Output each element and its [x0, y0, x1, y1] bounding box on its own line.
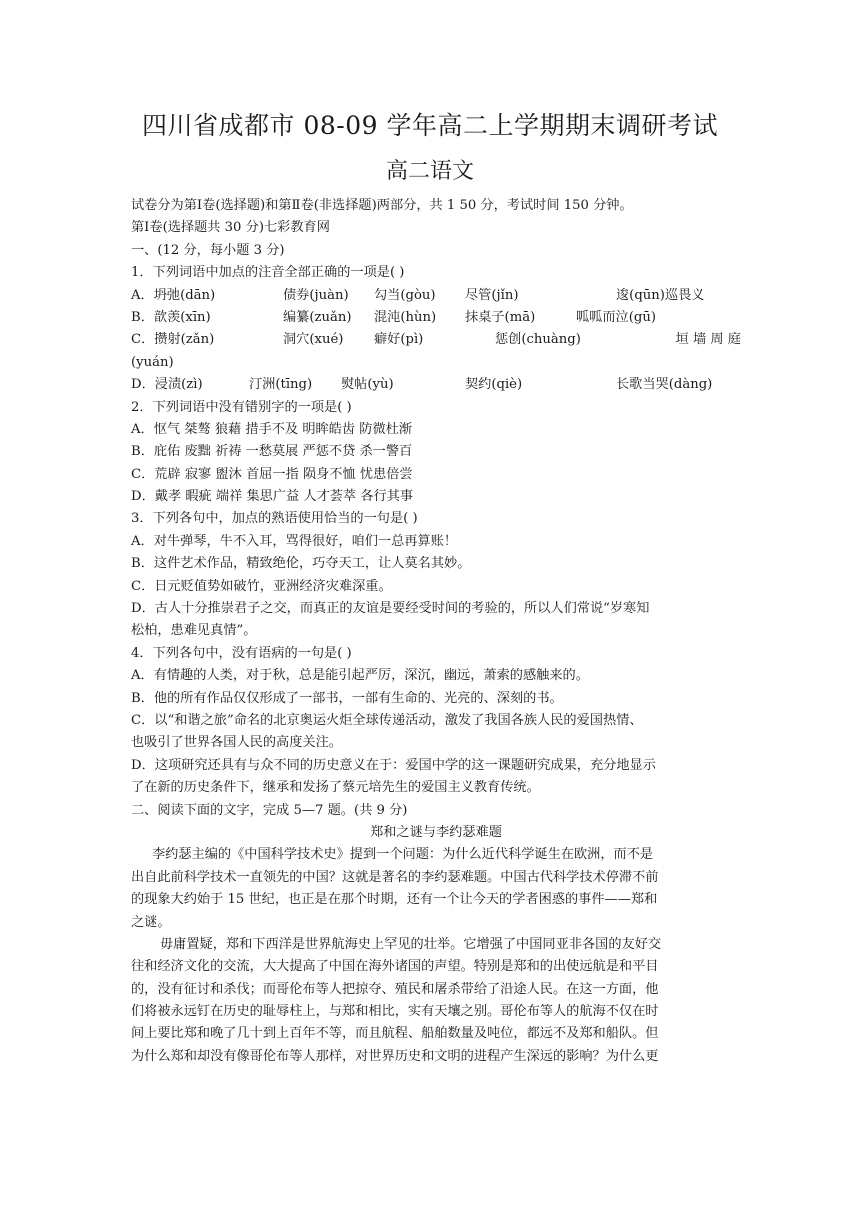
q1-a-5: 逡(qūn)巡畏义 — [616, 287, 705, 303]
q1-option-c-cont: (yuán) — [131, 354, 174, 370]
q1-option-a — [131, 285, 741, 307]
q3-option-d: D．古人十分推崇君子之交，而真正的友谊是要经受时间的考验的，所以人们常说“岁寒知 — [131, 601, 650, 617]
q4-stem: 4．下列各句中，没有语病的一句是( ) — [131, 645, 352, 661]
passage-title: 郑和之谜与李约瑟难题 — [370, 824, 502, 840]
q4-option-b: B．他的所有作品仅仅形成了一部书，一部有生命的、光亮的、深刻的书。 — [131, 690, 563, 706]
passage-line: 们将被永远钉在历史的耻辱柱上，与郑和相比，实有天壤之别。哥伦布等人的航海不仅在时 — [131, 1004, 659, 1020]
passage-paragraph-2 — [131, 934, 741, 1068]
q1-d-1: D．浸渍(zì) — [131, 377, 203, 393]
q4-option-c-cont: 也吸引了世界各国人民的高度关注。 — [131, 735, 342, 751]
q1-b-3: 混沌(hùn) — [374, 309, 437, 325]
q1-b-4: 抹桌子(mā) — [465, 309, 536, 325]
q3-option-a: A．对牛弹琴，牛不入耳，骂得很好，咱们一总再算账！ — [131, 533, 458, 549]
q1-a-4: 尽管(jǐn) — [465, 287, 519, 303]
q1-b-2: 编纂(zuǎn) — [283, 309, 352, 325]
q3-stem: 3．下列各句中，加点的熟语使用恰当的一句是( ) — [131, 511, 418, 527]
passage-line: 毋庸置疑，郑和下西洋是世界航海史上罕见的壮举。它增强了中国同亚非各国的友好交 — [160, 936, 662, 952]
q1-c-1: C．攒射(zǎn) — [131, 332, 215, 348]
q1-a-2: 债券(juàn) — [283, 287, 349, 303]
q1-b-1: B．歆羡(xīn) — [131, 309, 211, 325]
q1-stem: 1．下列词语中加点的注音全部正确的一项是( ) — [131, 265, 405, 281]
q3-option-c: C．日元贬值势如破竹，亚洲经济灾难深重。 — [131, 578, 392, 594]
q1-c-4: 惩创(chuàng) — [495, 332, 581, 348]
passage-line: 李约瑟主编的《中国科学技术史》提到一个问题：为什么近代科学诞生在欧洲，而不是 — [152, 847, 654, 863]
q4-option-a: A．有情趣的人类，对于秋，总是能引起严厉，深沉，幽远，萧索的感触来的。 — [131, 668, 589, 684]
q1-a-1: A．坍弛(dān) — [131, 287, 216, 303]
q4-option-d-cont: 了在新的历史条件下，继承和发扬了蔡元培先生的爱国主义教育传统。 — [131, 780, 540, 796]
q1-a-3: 勾当(gòu) — [374, 287, 436, 303]
q2-option-c: C．荒辟 寂寥 盥沐 首屈一指 陨身不恤 忧患倍尝 — [131, 466, 413, 482]
q3-option-b: B．这件艺术作品，精致绝伦，巧夺天工，让人莫名其妙。 — [131, 556, 471, 572]
q4-option-d: D．这项研究还具有与众不同的历史意义在于：爱国中学的这一课题研究成果，充分地显示 — [131, 757, 656, 773]
q2-option-d: D．戴孝 暇疵 端祥 集思广益 人才荟萃 各行其事 — [131, 489, 414, 505]
passage-line: 往和经济文化的交流，大大提高了中国在海外诸国的声望。特别是郑和的出使远航是和平目 — [131, 959, 659, 975]
section1-heading: 一、(12 分，每小题 3 分) — [131, 242, 285, 258]
passage-line: 间上要比郑和晚了几十到上百年不等，而且航程、船舶数量及吨位，都远不及郑和船队。但 — [131, 1026, 659, 1042]
document-body — [131, 195, 741, 1068]
q2-option-b: B．庇佑 废黜 祈祷 一愁莫展 严惩不贷 杀一警百 — [131, 444, 413, 460]
q1-option-c — [131, 329, 741, 351]
q1-d-2: 汀洲(tīng) — [249, 377, 313, 393]
passage-line: 为什么郑和却没有像哥伦布等人那样，对世界历史和文明的进程产生深远的影响？为什么更 — [131, 1048, 659, 1064]
document-title: 四川省成都市 08-09 学年高二上学期期末调研考试 — [142, 111, 718, 140]
q4-option-c: C．以“和谐之旅”命名的北京奥运火炬全球传递活动，激发了我国各族人民的爱国热情、 — [131, 712, 643, 728]
passage-line: 出自此前科学技术一直领先的中国？这就是著名的李约瑟难题。中国古代科学技术停滞不前 — [131, 869, 659, 885]
q1-c-2: 洞穴(xué) — [283, 332, 344, 348]
q2-option-a: A．怄气 桀骜 狼藉 措手不及 明眸皓齿 防微杜渐 — [131, 421, 413, 437]
exam-intro: 试卷分为第Ⅰ卷(选择题)和第Ⅱ卷(非选择题)两部分，共 1 50 分，考试时间 150 分钟。 — [131, 198, 633, 213]
q1-c-5: 垣 墙 周 庭 — [675, 332, 741, 348]
q1-c-3: 癖好(pì) — [374, 332, 424, 348]
q1-option-d — [131, 374, 741, 396]
q1-d-4: 契约(qiè) — [465, 377, 523, 393]
q1-d-5: 长歌当哭(dàng) — [616, 377, 713, 393]
q1-b-5: 呱呱而泣(gū) — [576, 309, 656, 325]
q3-option-d-cont: 松柏，患难见真情”。 — [131, 623, 257, 639]
q2-stem: 2．下列词语中没有错别字的一项是( ) — [131, 399, 352, 415]
q1-option-b — [131, 307, 741, 329]
passage-line: 之谜。 — [131, 914, 171, 930]
passage-line: 的现象大约始于 15 世纪，也正是在那个时期，还有一个让今天的学者困惑的事件——郑和 — [131, 892, 658, 908]
section2-heading: 二、阅读下面的文字，完成 5—7 题。(共 9 分) — [131, 802, 408, 818]
q1-d-3: 熨帖(yù) — [341, 377, 394, 393]
document-subtitle: 高二语文 — [385, 159, 474, 184]
passage-line: 的，没有征讨和杀伐；而哥伦布等人把掠夺、殖民和屠杀带给了沿途人民。在这一方面，他 — [131, 981, 659, 997]
passage-paragraph-1 — [131, 844, 741, 934]
part1-heading: 第Ⅰ卷(选择题共 30 分)七彩教育网 — [131, 220, 330, 236]
